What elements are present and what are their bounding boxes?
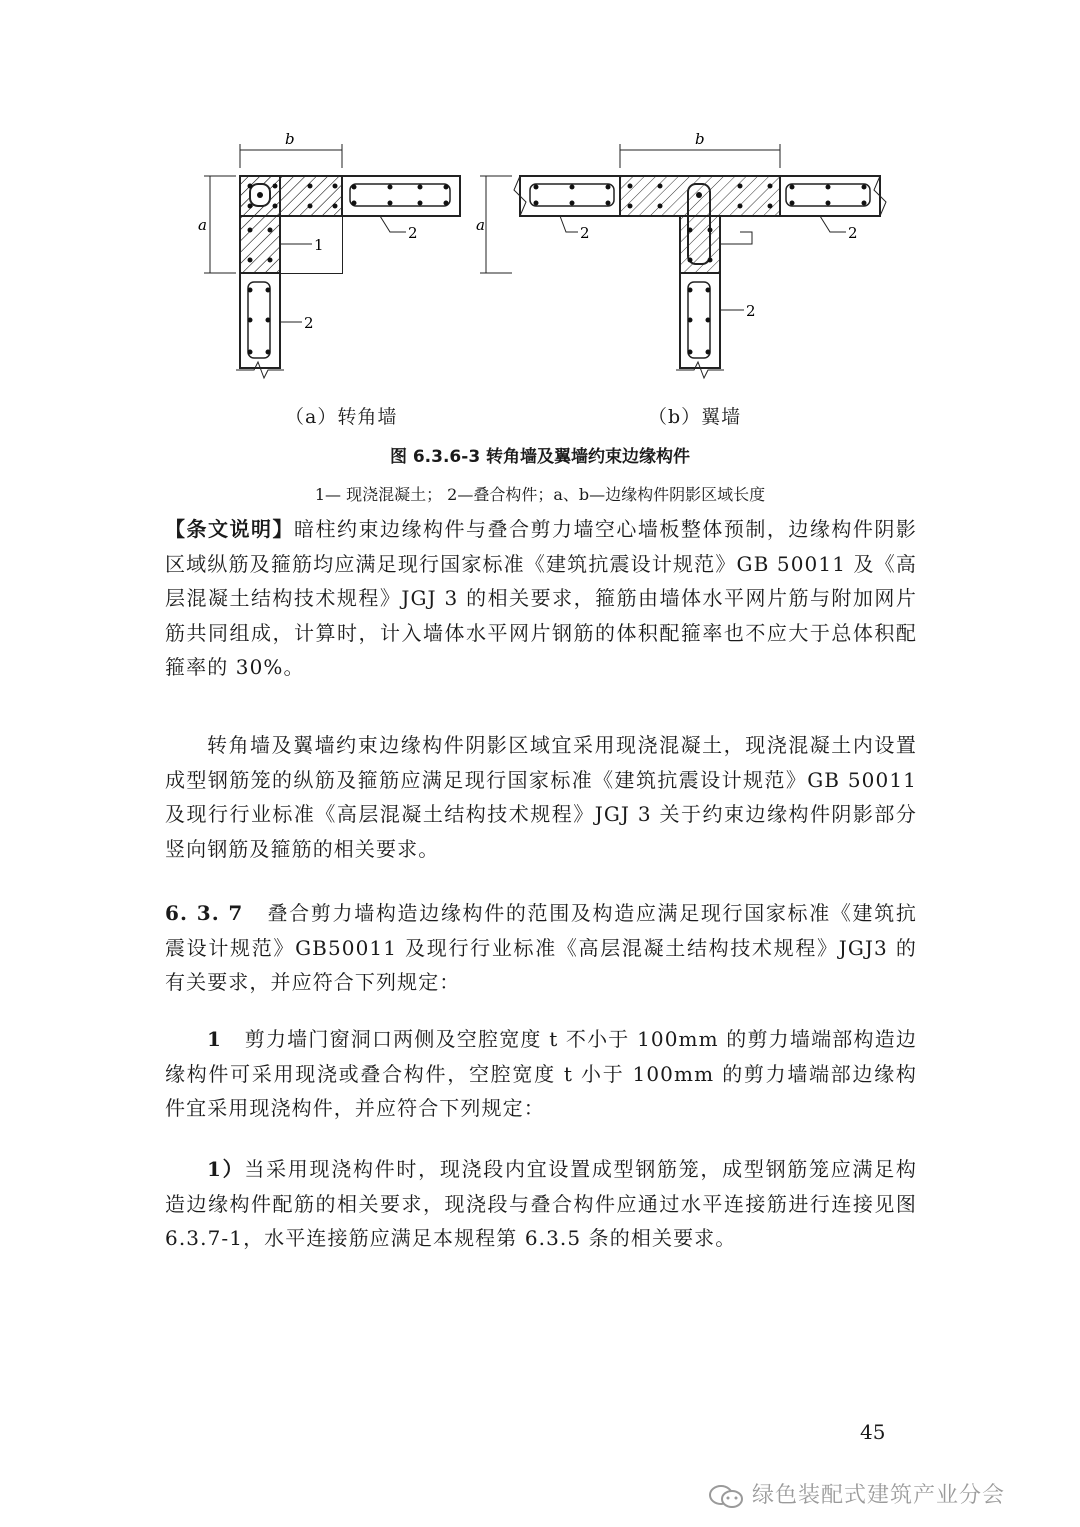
clause-number: 6. 3. 7 [165, 901, 244, 925]
label-2-b-right: 2 [848, 224, 858, 242]
label-2-a-top: 2 [408, 224, 418, 242]
commentary-text: 暗柱约束边缘构件与叠合剪力墙空心墙板整体预制，边缘构件阴影区域纵筋及箍筋均应满足现行国家标准《建筑抗震设计规范》GB 50011 及《高层混凝土结构技术规程》JGJ 3 的相关要求，箍筋由墙体水平网片筋与附加网片筋共同组成，计算时，计入墙体水平网片钢筋的体积配箍率也不应大于总体积配箍率的 30%。 [165, 517, 917, 679]
corner-wall-drawing [204, 144, 460, 378]
paragraph-item-1 [165, 1022, 917, 1126]
label-2-b-left: 2 [580, 224, 590, 242]
paragraph-commentary [165, 512, 917, 685]
clause-text: 叠合剪力墙构造边缘构件的范围及构造应满足现行国家标准《建筑抗震设计规范》GB50011 及现行行业标准《高层混凝土结构技术规程》JGJ3 的有关要求，并应符合下列规定： [165, 901, 917, 994]
watermark [708, 1478, 1005, 1509]
paragraph-flange: 转角墙及翼墙约束边缘构件阴影区域宜采用现浇混凝土，现浇混凝土内设置成型钢筋笼的纵筋及箍筋应满足现行国家标准《建筑抗震设计规范》GB 50011 及现行行业标准《高层混凝土结构技术规程》JGJ 3 关于约束边缘构件阴影部分竖向钢筋及箍筋的相关要求。 [165, 733, 917, 861]
commentary-label: 【条文说明】 [165, 517, 294, 541]
subcaption-a: （a）转角墙 [285, 406, 398, 428]
item-number: 1 [207, 1027, 223, 1051]
subcaption-b: （b）翼墙 [648, 406, 742, 428]
paragraph-subitem-1 [165, 1152, 917, 1256]
dim-b-label-a: b [285, 130, 295, 148]
dim-a-label-b: a [476, 216, 485, 234]
label-2-b-bottom: 2 [746, 302, 756, 320]
label-1-a: 1 [314, 236, 324, 254]
page-number: 45 [860, 1420, 886, 1444]
watermark-text: 绿色装配式建筑产业分会 [752, 1483, 1006, 1508]
wechat-icon [708, 1484, 744, 1508]
dim-a-label-a: a [198, 216, 207, 234]
paragraph-6-3-7 [165, 896, 917, 1000]
figure-title: 图 6.3.6-3 转角墙及翼墙约束边缘构件 [389, 447, 691, 467]
boundary-element-figure [180, 120, 920, 390]
item-text: 剪力墙门窗洞口两侧及空腔宽度 t 不小于 100mm 的剪力墙端部构造边缘构件可采用现浇或叠合构件，空腔宽度 t 小于 100mm 的剪力墙端部边缘构件宜采用现浇构件，并应符合下列规定： [165, 1027, 918, 1120]
flange-wall-drawing [480, 144, 886, 378]
label-2-a-bottom: 2 [304, 314, 314, 332]
subitem-text: 当采用现浇构件时，现浇段内宜设置成型钢筋笼，成型钢筋笼应满足构造边缘构件配筋的相关要求，现浇段与叠合构件应通过水平连接筋进行连接见图 6.3.7-1，水平连接筋应满足本规程第 6.3.5 条的相关要求。 [165, 1157, 917, 1250]
dim-b-label-b: b [695, 130, 705, 148]
figure-legend: 1— 现浇混凝土； 2—叠合构件；a、b—边缘构件阴影区域长度 [314, 485, 766, 504]
subitem-number: 1） [207, 1157, 245, 1181]
